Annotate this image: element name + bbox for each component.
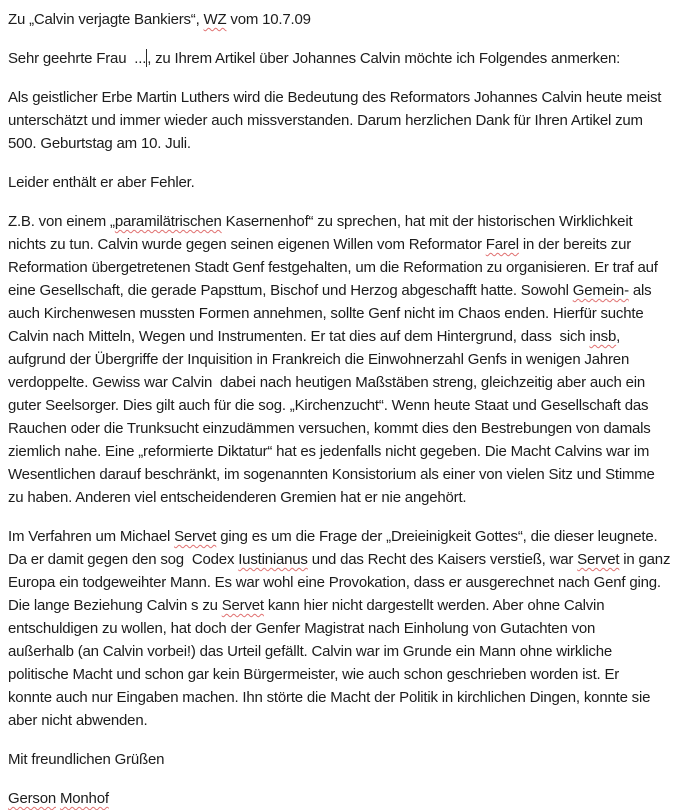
text-line [8,463,696,486]
text-line [8,663,696,686]
text-run: unterschätzt und immer wieder auch missverstanden. Darum herzlichen Dank für Ihren Artikel zum [8,112,643,129]
text-run: eine Gesellschaft, die gerade Papsttum, Bischof und Herzog abgeschafft hatte. Sowohl [8,282,573,299]
text-line [8,109,696,132]
text-run: entschuldigen zu wollen, hat doch der Genfer Magistrat nach Einholung von Gutachten von [8,620,596,637]
text-line [8,640,696,663]
text-line [8,417,696,440]
text-run: Reformation übergetretenen Stadt Genf festgehalten, um die Reformation zu organisieren. Er traf auf [8,259,658,276]
text-run: Im Verfahren um Michael [8,528,175,545]
text-line [8,348,696,371]
text-line [8,132,696,155]
text-line [8,47,696,70]
text-run: Europa ein todgeweihter Mann. Es war wohl eine Provokation, dass er ausgerechnet nach Genf ging. [8,574,661,591]
paragraph [8,86,696,155]
text-run: Calvin nach Mitteln, Wegen und Instrumenten. Er tat dies auf dem Hintergrund, dass sich [8,328,590,345]
paragraph [8,47,696,70]
text-run: guter Seelsorger. Dies gilt auch für die sog. „Kirchenzucht“. Wenn heute Staat und Gesellschaft das [8,397,649,414]
text-line [8,8,696,31]
text-run: Rauchen oder die Trunksucht einzudämmen versuchen, kommt dies den Bestrebungen von damals [8,420,651,437]
text-line [8,325,696,348]
text-run: ziemlich nahe. Eine „reformierte Diktatur“ hat es jedenfalls nicht gegeben. Die Macht Calvins war im [8,443,650,460]
text-run: und das Recht des Kaisers verstieß, war [307,551,578,568]
misspelled-word: Servet [174,528,217,545]
misspelled-word: WZ [203,11,227,28]
text-run: Da er damit gegen den sog Codex [8,551,239,568]
text-line [8,302,696,325]
text-run: in ganz [619,551,671,568]
text-line [8,371,696,394]
paragraph [8,525,696,732]
text-line [8,171,696,194]
misspelled-word: Monhof [59,790,109,807]
misspelled-word: Servet [221,597,264,614]
text-run: auch Kirchenwesen mussten Formen annehmen, sollte Genf nicht im Chaos enden. Hierfür suchte [8,305,644,322]
text-run: zu haben. Anderen viel entscheidenderen Gremien hat er nie angehört. [8,489,467,506]
text-run: Als geistlicher Erbe Martin Luthers wird die Bedeutung des Reformators Johannes Calvin heute meist [8,89,662,106]
text-line [8,748,696,771]
text-run: 500. Geburtstag am 10. Juli. [8,135,191,152]
text-line [8,548,696,571]
text-line [8,571,696,594]
text-line [8,86,696,109]
text-run: ging es um die Frage der „Dreieinigkeit Gottes“, die dieser leugnete. [216,528,658,545]
text-run: kann hier nicht dargestellt werden. Aber ohne Calvin [263,597,605,614]
misspelled-word: Servet [577,551,620,568]
text-line [8,279,696,302]
text-line [8,594,696,617]
text-run: Zu „Calvin verjagte Bankiers“, [8,11,204,28]
text-run: als [628,282,652,299]
document-body[interactable] [8,8,696,810]
text-line [8,709,696,732]
paragraph [8,171,696,194]
misspelled-word: insb [589,328,617,345]
text-line [8,617,696,640]
text-run: verdoppelte. Gewiss war Calvin dabei nach heutigen Maßstäben streng, gleichzeitig aber auch ein [8,374,646,391]
text-run: Wesentlichen darauf beschränkt, im sogenannten Konsistorium als einer von vielen Sitz und Stimme [8,466,655,483]
text-run: Mit freundlichen Grüßen [8,751,165,768]
text-line [8,787,696,810]
text-line [8,233,696,256]
text-run: aufgrund der Übergriffe der Inquisition in Frankreich die Einwohnerzahl Genfs in wenigen Jahren [8,351,630,368]
paragraph [8,210,696,509]
misspelled-word: Gerson [8,790,56,807]
text-run: Leider enthält er aber Fehler. [8,174,195,191]
text-line [8,210,696,233]
text-run: politische Macht und schon gar kein Bürgermeister, wie auch schon geschrieben worden ist. Er [8,666,620,683]
misspelled-word: paramilätrischen [114,213,222,230]
paragraph [8,748,696,771]
text-run: Kasernenhof“ zu sprechen, hat mit der historischen Wirklichkeit [221,213,633,230]
text-line [8,486,696,509]
text-run: Sehr geehrte Frau ... [8,50,147,67]
text-run: aber nicht abwenden. [8,712,148,729]
text-line [8,394,696,417]
misspelled-word: Iustinianus [238,551,308,568]
text-line [8,525,696,548]
text-run: konnte auch nur Eingaben machen. Ihn störte die Macht der Politik in kirchlichen Dingen, konnte sie [8,689,651,706]
misspelled-word: Farel [485,236,519,253]
text-run: außerhalb (an Calvin vorbei!) das Urteil gefällt. Calvin war im Grunde ein Mann ohne wirkliche [8,643,612,660]
text-run: Z.B. von einem „ [8,213,115,230]
text-line [8,440,696,463]
text-run: , zu Ihrem Artikel über Johannes Calvin möchte ich Folgendes anmerken: [147,50,621,67]
text-run: , [616,328,621,345]
text-run: vom 10.7.09 [226,11,311,28]
text-line [8,256,696,279]
paragraph [8,8,696,31]
text-run: in der bereits zur [518,236,632,253]
misspelled-word: Gemein- [572,282,629,299]
text-run: Die lange Beziehung Calvin s zu [8,597,222,614]
text-run: nichts zu tun. Calvin wurde gegen seinen eigenen Willen vom Reformator [8,236,486,253]
text-line [8,686,696,709]
paragraph [8,787,696,810]
